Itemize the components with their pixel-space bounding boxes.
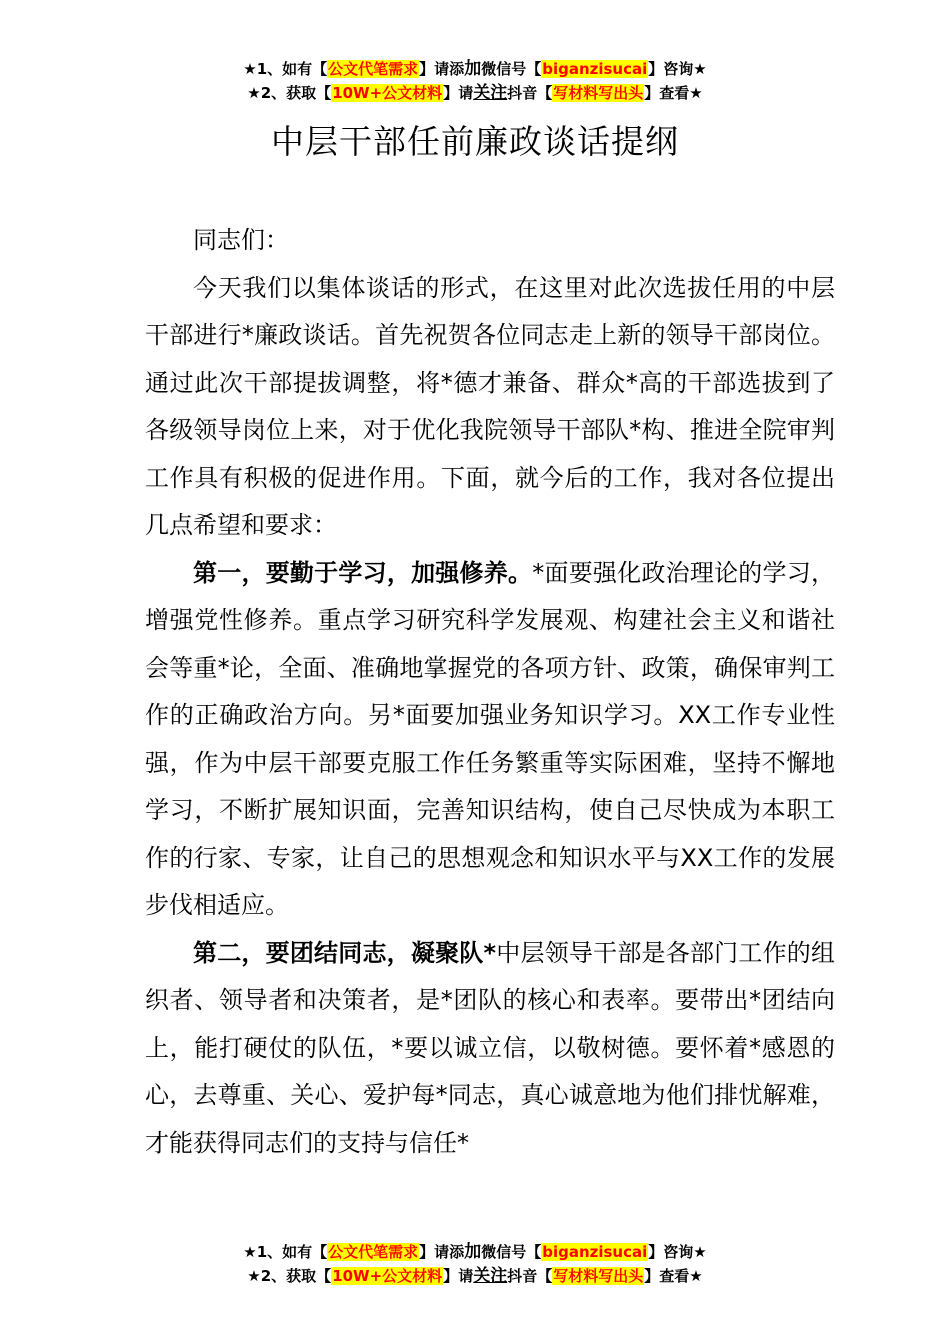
promo-footer	[0, 1240, 950, 1288]
promo-text: 】咨询★	[648, 1243, 707, 1261]
point-2-lead: 第二，要团结同志，凝聚队*	[193, 938, 497, 967]
promo-emphasis: 加	[464, 59, 482, 79]
promo-text: ★2、获取【	[247, 1267, 332, 1285]
promo-text: 】查看★	[644, 84, 703, 102]
intro-paragraph: 今天我们以集体谈话的形式，在这里对此次选拔任用的中层干部进行*廉政谈话。首先祝贺各位同志走上新的领导干部岗位。通过此次干部提拔调整，将*德才兼备、群众*高的干部选拔到了各级领导岗位上来，对于优化我院领导干部队*构、推进全院审判工作具有积极的促进作用。下面，就今后的工作，我对各位提出几点希望和要求：	[145, 273, 835, 539]
promo-highlight: 公文代笔需求	[328, 1243, 419, 1261]
promo-text: 】请添	[419, 1243, 465, 1261]
promo-wechat-id: biganzisucai	[542, 1243, 648, 1261]
point-2-text: 中层领导干部是各部门工作的组织者、领导者和决策者，是*团队的核心和表率。要带出*团结向上，能打硬仗的队伍，*要以诚立信，以敬树德。要怀着*感恩的心，去尊重、关心、爱护每*同志，真心诚意地为他们排忧解难，才能获得同志们的支持与信任*	[145, 938, 835, 1157]
document-title: 中层干部任前廉政谈话提纲	[271, 122, 679, 161]
promo-text: ★1、如有【	[243, 60, 328, 78]
promo-douyin-id: 写材料写出头	[553, 84, 644, 102]
promo-text: 】请	[443, 1267, 474, 1285]
promo-text: 】请添	[419, 60, 465, 78]
promo-text: 】查看★	[644, 1267, 703, 1285]
promo-text: ★1、如有【	[243, 1243, 328, 1261]
promo-highlight: 10W+公文材料	[332, 84, 443, 102]
point-1-text: *面要强化政治理论的学习，增强党性修养。重点学习研究科学发展观、构建社会主义和谐社会等重*论，全面、准确地掌握党的各项方针、政策，确保审判工作的正确政治方向。另*面要加强业务知识学习。XX工作专业性强，作为中层干部要克服工作任务繁重等实际困难，坚持不懈地学习，不断扩展知识面，完善知识结构，使自己尽快成为本职工作的行家、专家，让自己的思想观念和知识水平与XX工作的发展步伐相适应。	[145, 558, 836, 919]
document-body	[145, 217, 835, 1167]
promo-line-2	[0, 1264, 950, 1288]
promo-emphasis: 关注	[473, 83, 508, 103]
promo-wechat-id: biganzisucai	[542, 60, 648, 78]
promo-text: 抖音【	[507, 84, 553, 102]
promo-emphasis: 加	[464, 1242, 482, 1262]
promo-line-2	[0, 81, 950, 105]
promo-text: 微信号【	[481, 1243, 542, 1261]
point-1-paragraph	[145, 550, 835, 930]
promo-text: 】请	[443, 84, 474, 102]
promo-line-1	[0, 57, 950, 81]
point-2-paragraph	[145, 930, 835, 1168]
promo-text: ★2、获取【	[247, 84, 332, 102]
promo-highlight: 10W+公文材料	[332, 1267, 443, 1285]
salutation: 同志们：	[193, 226, 289, 254]
promo-text: 】咨询★	[648, 60, 707, 78]
promo-text: 微信号【	[481, 60, 542, 78]
point-1-lead: 第一，要勤于学习，加强修养。	[193, 558, 533, 587]
promo-line-1	[0, 1240, 950, 1264]
promo-emphasis: 关注	[473, 1266, 508, 1286]
promo-header	[0, 57, 950, 105]
promo-highlight: 公文代笔需求	[328, 60, 419, 78]
promo-douyin-id: 写材料写出头	[553, 1267, 644, 1285]
promo-text: 抖音【	[507, 1267, 553, 1285]
